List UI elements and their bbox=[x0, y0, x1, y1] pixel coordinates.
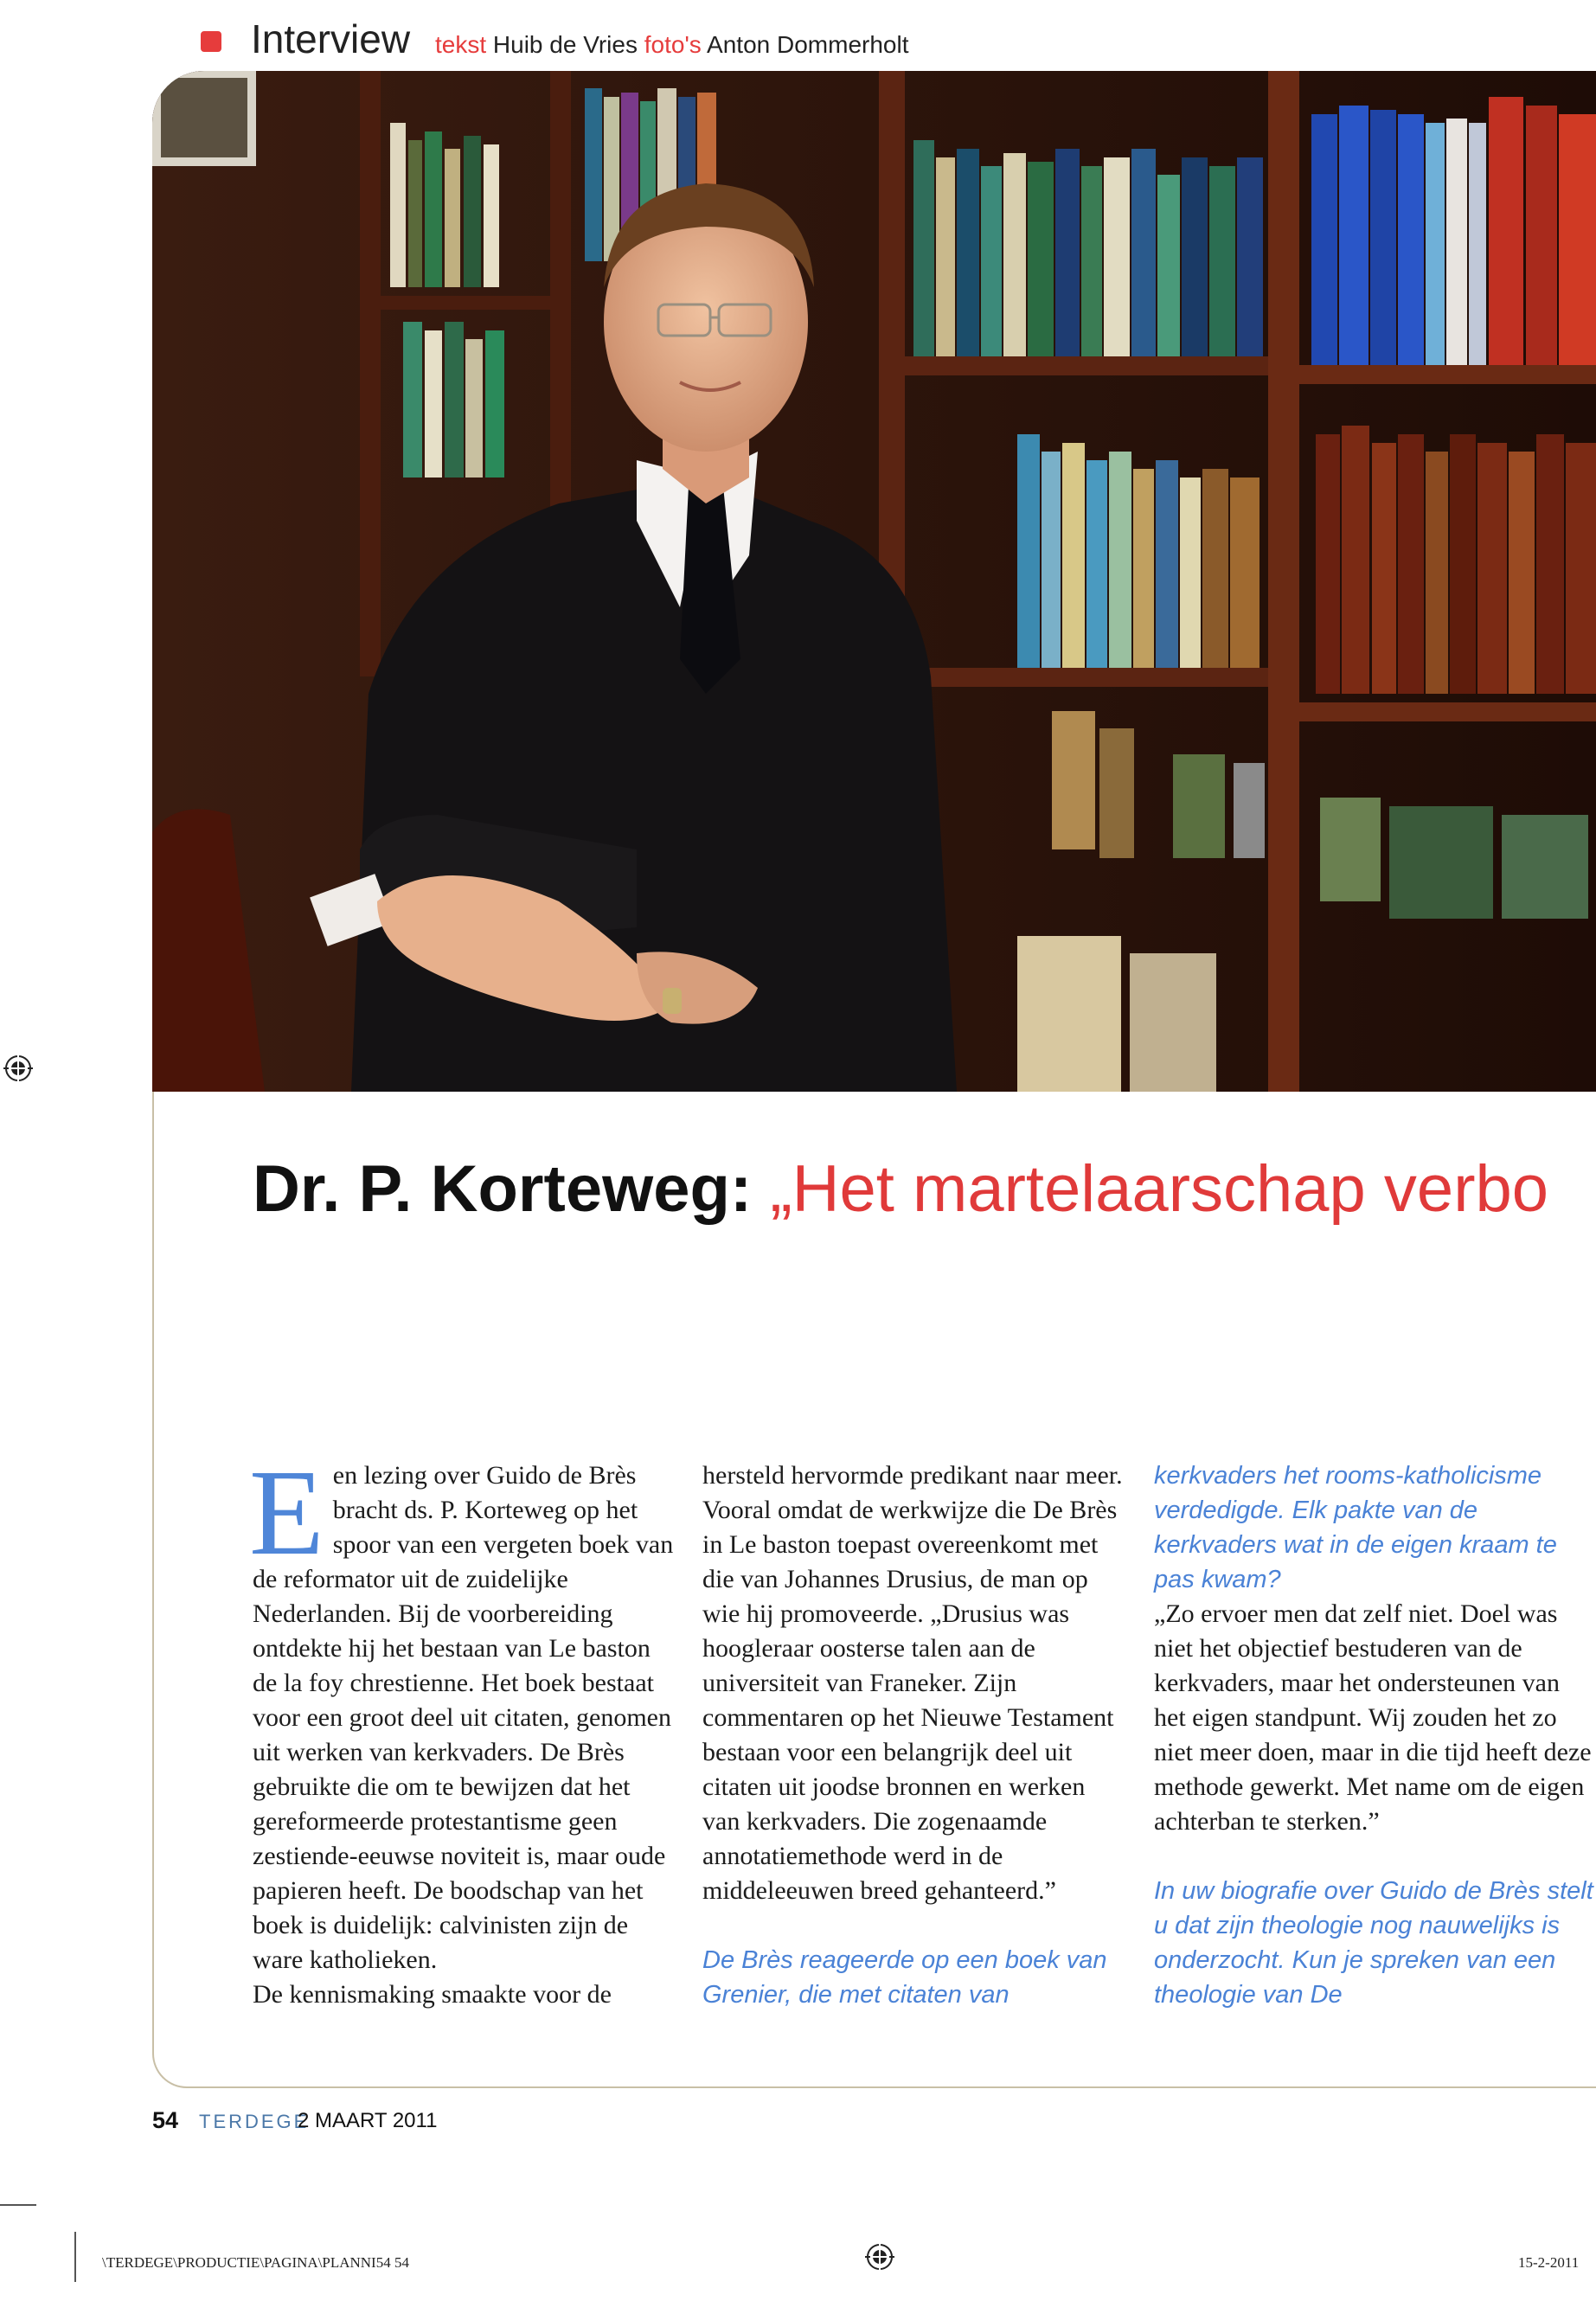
col3-question-2: In uw biografie over Guido de Brès stelt u dat zijn theologie nog nauwelijks is onderzocht. Kun je spreken van een theologie van De bbox=[1154, 1877, 1593, 2009]
magazine-name: TERDEGE bbox=[199, 2111, 310, 2132]
crop-mark bbox=[0, 2204, 36, 2206]
title-quote: „Het martelaarschap verbo bbox=[770, 1152, 1549, 1226]
body-column-2 bbox=[702, 1458, 1129, 2012]
credit-text-label: tekst bbox=[435, 31, 487, 58]
drop-cap: E bbox=[249, 1444, 324, 1580]
section-label: Interview bbox=[251, 16, 411, 61]
author-name: Huib de Vries bbox=[492, 31, 638, 58]
col2-paragraph-1: hersteld hervormde predikant naar meer. Vooral omdat de werkwijze die De Brès in Le baston toepast overeenkomt met die van Johannes Drusius, de man op wie hij promoveerde. „Drusius was hoogleraar oosterse talen aan de universiteit van Franeker. Zijn commentaren op het Nieuwe Testament bestaan voor een belangrijk deel uit citaten uit joodse bronnen en werken van kerkvaders. Die zogenaamde annotatiemethode werd in de middeleeuwen breed gehanteerd.” bbox=[702, 1461, 1123, 1905]
col1-paragraph-1: en lezing over Guido de Brès bracht ds. P. Korteweg op het spoor van een vergeten boek van de reformator uit de zuidelijke Nederlanden. Bij de voorbereiding ontdekte hij het bestaan van Le baston de la foy chrestienne. Het boek bestaat voor een groot deel uit citaten, genomen uit werken van kerkvaders. De Brès gebruikte die om te bewijzen dat het gereformeerde protestantisme geen zestiende-eeuwse noviteit is, maar oude papieren heeft. De boodschap van het boek is duidelijk: calvinisten zijn de ware katholieken. bbox=[253, 1461, 674, 1974]
registration-mark-icon bbox=[865, 2242, 894, 2272]
body-column-1 bbox=[249, 1444, 674, 2012]
portrait-photo-illustration bbox=[152, 71, 1596, 1092]
col3-answer-1: „Zo ervoer men dat zelf niet. Doel was niet het objectief bestuderen van de kerkvaders, maar het ondersteunen van het eigen standpunt. Wij zouden het zo niet meer doen, maar in die tijd heeft deze methode gewerkt. Met name om de eigen achterban te sterken.” bbox=[1154, 1599, 1592, 1836]
interviewee-name: Dr. P. Korteweg: bbox=[253, 1152, 753, 1226]
body-column-3 bbox=[1154, 1458, 1596, 2012]
page-number: 54 bbox=[152, 2107, 179, 2133]
slug-date: 15-2-2011 bbox=[1518, 2254, 1580, 2271]
credits bbox=[435, 31, 908, 59]
issue-date: 2 MAART 2011 bbox=[298, 2109, 438, 2132]
photographer-name: Anton Dommerholt bbox=[707, 31, 909, 58]
portrait-photo bbox=[152, 71, 1596, 1092]
slug-file-path: \TERDEGE\PRODUCTIE\PAGINA\PLANNI54 54 bbox=[102, 2254, 409, 2271]
registration-mark-icon bbox=[3, 1054, 33, 1083]
credit-photo-label: foto's bbox=[644, 31, 702, 58]
crop-mark bbox=[74, 2232, 76, 2282]
section-marker-square bbox=[201, 31, 221, 52]
col1-paragraph-2: De kennismaking smaakte voor de bbox=[253, 1980, 612, 2009]
col2-question-1: De Brès reageerde op een boek van Grenier, die met citaten van bbox=[702, 1946, 1107, 2009]
article-title bbox=[253, 1150, 1548, 1228]
col3-question-1-continued: kerkvaders het rooms-katholicisme verdedigde. Elk pakte van de kerkvaders wat in de eigen kraam te pas kwam? bbox=[1154, 1462, 1557, 1593]
